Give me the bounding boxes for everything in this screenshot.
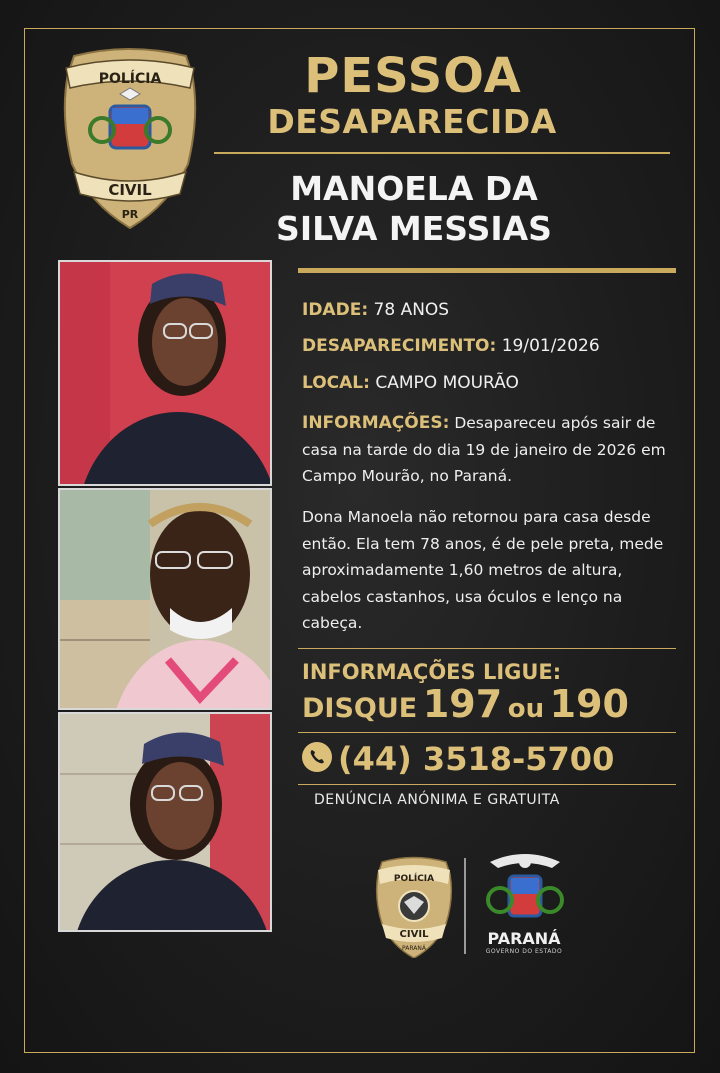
badge-top-text: POLÍCIA xyxy=(98,71,162,87)
photo-3-image xyxy=(60,714,270,930)
name-divider xyxy=(298,268,676,273)
disque-line xyxy=(302,682,629,726)
local-value: CAMPO MOURÃO xyxy=(375,373,519,393)
phone-icon xyxy=(302,742,332,772)
photo-3 xyxy=(58,712,272,932)
info-label: INFORMAÇÕES: xyxy=(302,413,450,433)
call-label: INFORMAÇÕES LIGUE: xyxy=(302,660,562,684)
info-text: Desapareceu após sair de casa na tarde do dia 19 de janeiro de 2026 em Campo Mourão, no Paraná. xyxy=(302,414,666,485)
disque-label: DISQUE xyxy=(302,693,418,724)
desaparecimento-label: DESAPARECIMENTO: xyxy=(302,336,497,356)
photo-1 xyxy=(58,260,272,486)
photo-2 xyxy=(58,488,272,710)
parana-government-name: PARANÁ xyxy=(487,929,561,948)
number-197: 197 xyxy=(422,682,503,726)
number-190: 190 xyxy=(549,682,629,726)
title-desaparecida: DESAPARECIDA xyxy=(267,102,557,141)
title-pessoa: PESSOA xyxy=(304,48,522,104)
desaparecimento-value: 19/01/2026 xyxy=(501,336,600,356)
info-paragraph xyxy=(302,410,682,490)
phone-line xyxy=(302,740,614,778)
footer-badge-state: PARANÁ xyxy=(402,945,426,952)
footer-divider xyxy=(464,858,466,954)
desaparecimento-row xyxy=(302,336,600,356)
photo-2-image xyxy=(60,490,270,708)
parana-government-subtitle: GOVERNO DO ESTADO xyxy=(485,948,563,955)
person-name-line1: MANOELA DA xyxy=(290,169,538,208)
footer-badge-top: POLÍCIA xyxy=(393,874,435,884)
parana-coat-of-arms-icon xyxy=(480,850,570,930)
description-paragraph: Dona Manoela não retornou para casa desde então. Ela tem 78 anos, é de pele preta, mede aproximadamente 1,60 metros de altura, cabelos castanhos, usa óculos e lenço na cabeça. xyxy=(302,508,664,632)
local-row xyxy=(302,373,519,393)
photo-1-image xyxy=(60,262,270,484)
phone-number: (44) 3518-5700 xyxy=(338,740,615,778)
idade-label: IDADE: xyxy=(302,300,369,320)
anonymous-report-text: DENÚNCIA ANÓNIMA E GRATUITA xyxy=(314,792,560,808)
idade-value: 78 ANOS xyxy=(373,300,450,320)
local-label: LOCAL: xyxy=(302,373,370,393)
badge-state-text: PR xyxy=(121,208,139,221)
contact-divider-mid xyxy=(298,732,676,733)
ou-label: ou xyxy=(507,694,545,724)
title-divider xyxy=(214,152,670,154)
policia-civil-badge xyxy=(60,44,200,230)
idade-row xyxy=(302,300,449,320)
footer-police-badge xyxy=(374,854,454,958)
contact-divider-bottom xyxy=(298,784,676,785)
contact-divider-top xyxy=(298,648,676,649)
person-name-line2: SILVA MESSIAS xyxy=(276,209,552,248)
footer-badge-bottom: CIVIL xyxy=(399,929,429,940)
badge-bottom-text: CIVIL xyxy=(108,181,152,199)
